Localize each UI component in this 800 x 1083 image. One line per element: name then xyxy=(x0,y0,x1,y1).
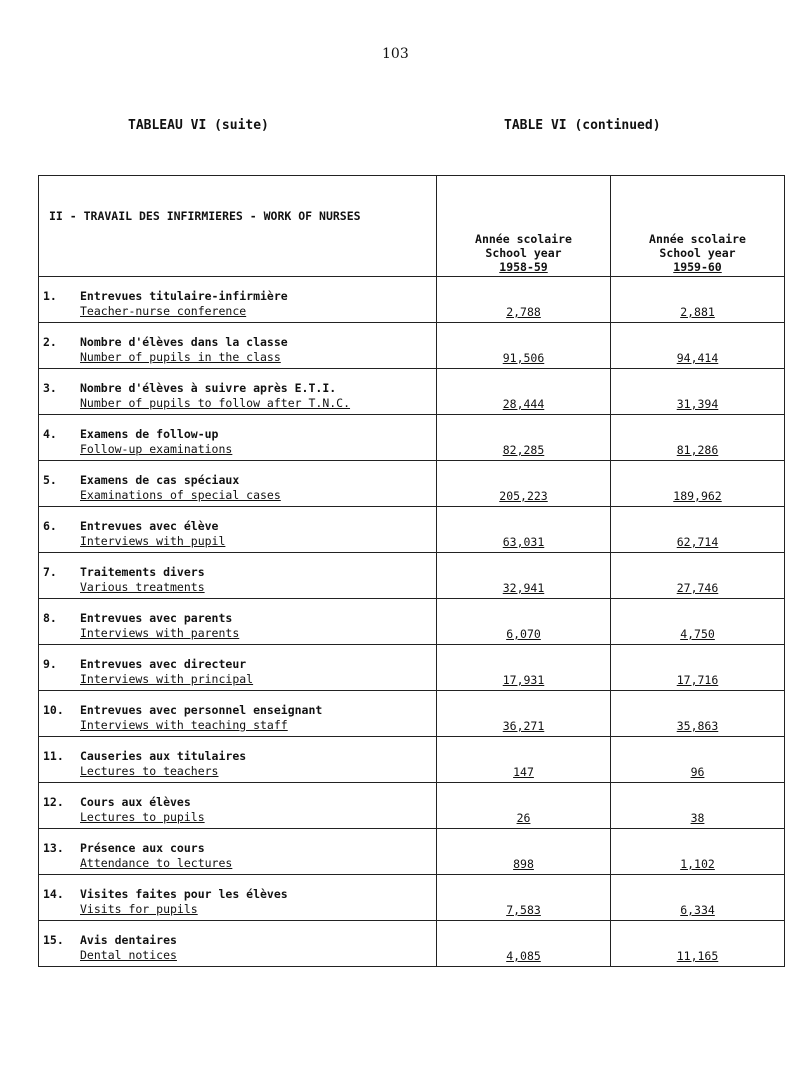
value-1959-60: 94,414 xyxy=(611,323,785,369)
year2-years: 1959-60 xyxy=(673,260,722,274)
table-row xyxy=(39,875,785,921)
item-number: 15. xyxy=(43,933,64,947)
item-label-english: Dental notices xyxy=(80,948,177,962)
item-number: 11. xyxy=(43,749,64,763)
item-label-english: Lectures to pupils xyxy=(80,810,205,824)
value-1958-59: 147 xyxy=(437,737,611,783)
item-label xyxy=(80,611,436,641)
item-cell xyxy=(39,461,437,507)
item-label-french: Avis dentaires xyxy=(80,933,177,947)
item-label-french: Examens de follow-up xyxy=(80,427,219,441)
year1-years: 1958-59 xyxy=(499,260,548,274)
item-label-english: Interviews with teaching staff xyxy=(80,718,288,732)
value-1959-60: 81,286 xyxy=(611,415,785,461)
item-label-french: Causeries aux titulaires xyxy=(80,749,247,763)
item-cell xyxy=(39,507,437,553)
item-cell xyxy=(39,645,437,691)
table-row xyxy=(39,277,785,323)
value-1958-59: 898 xyxy=(437,829,611,875)
value-1958-59: 63,031 xyxy=(437,507,611,553)
item-label-french: Examens de cas spéciaux xyxy=(80,473,240,487)
item-cell xyxy=(39,415,437,461)
item-label-french: Nombre d'élèves dans la classe xyxy=(80,335,288,349)
item-number: 2. xyxy=(43,335,57,349)
item-number: 7. xyxy=(43,565,57,579)
value-1959-60: 6,334 xyxy=(611,875,785,921)
item-number: 13. xyxy=(43,841,64,855)
item-label-english: Various treatments xyxy=(80,580,205,594)
item-label xyxy=(80,749,436,779)
table-row xyxy=(39,323,785,369)
item-cell xyxy=(39,737,437,783)
value-1959-60: 31,394 xyxy=(611,369,785,415)
year-1958-59-header xyxy=(437,176,611,277)
value-1958-59: 6,070 xyxy=(437,599,611,645)
value-1959-60: 2,881 xyxy=(611,277,785,323)
year1-en: School year xyxy=(485,246,562,260)
item-number: 1. xyxy=(43,289,57,303)
table-row xyxy=(39,415,785,461)
item-label-english: Attendance to lectures xyxy=(80,856,233,870)
table-row xyxy=(39,507,785,553)
item-label-english: Interviews with parents xyxy=(80,626,240,640)
table-body xyxy=(39,277,785,967)
item-cell xyxy=(39,783,437,829)
year2-en: School year xyxy=(659,246,736,260)
section-heading: II - TRAVAIL DES INFIRMIERES - WORK OF NURSES xyxy=(39,176,437,277)
item-cell xyxy=(39,553,437,599)
item-cell xyxy=(39,829,437,875)
item-cell xyxy=(39,921,437,967)
value-1958-59: 28,444 xyxy=(437,369,611,415)
item-label xyxy=(80,335,436,365)
table-header-row xyxy=(39,176,785,277)
item-label xyxy=(80,933,436,963)
item-label-french: Entrevues titulaire-infirmière xyxy=(80,289,288,303)
item-label-english: Number of pupils to follow after T.N.C. xyxy=(80,396,351,410)
item-label-english: Teacher-nurse conference xyxy=(80,304,247,318)
value-1958-59: 26 xyxy=(437,783,611,829)
item-cell xyxy=(39,323,437,369)
value-1959-60: 96 xyxy=(611,737,785,783)
value-1958-59: 82,285 xyxy=(437,415,611,461)
value-1959-60: 1,102 xyxy=(611,829,785,875)
table-row xyxy=(39,691,785,737)
value-1958-59: 91,506 xyxy=(437,323,611,369)
value-1959-60: 17,716 xyxy=(611,645,785,691)
value-1958-59: 36,271 xyxy=(437,691,611,737)
value-1959-60: 62,714 xyxy=(611,507,785,553)
value-1959-60: 27,746 xyxy=(611,553,785,599)
item-label xyxy=(80,841,436,871)
item-label xyxy=(80,795,436,825)
item-number: 12. xyxy=(43,795,64,809)
table-row xyxy=(39,461,785,507)
item-number: 8. xyxy=(43,611,57,625)
item-label xyxy=(80,565,436,595)
item-label xyxy=(80,887,436,917)
item-label xyxy=(80,381,436,411)
table-row xyxy=(39,921,785,967)
value-1959-60: 11,165 xyxy=(611,921,785,967)
item-label-french: Présence aux cours xyxy=(80,841,205,855)
table-row xyxy=(39,645,785,691)
table-row xyxy=(39,783,785,829)
table-row xyxy=(39,599,785,645)
item-label-french: Cours aux élèves xyxy=(80,795,191,809)
value-1959-60: 4,750 xyxy=(611,599,785,645)
item-label xyxy=(80,427,436,457)
item-label xyxy=(80,657,436,687)
item-label-english: Interviews with pupil xyxy=(80,534,226,548)
item-label-french: Nombre d'élèves à suivre après E.T.I. xyxy=(80,381,337,395)
item-number: 14. xyxy=(43,887,64,901)
item-label xyxy=(80,289,436,319)
item-number: 5. xyxy=(43,473,57,487)
item-label-french: Entrevues avec élève xyxy=(80,519,219,533)
value-1959-60: 38 xyxy=(611,783,785,829)
item-number: 6. xyxy=(43,519,57,533)
item-number: 4. xyxy=(43,427,57,441)
item-label xyxy=(80,519,436,549)
item-label-french: Entrevues avec personnel enseignant xyxy=(80,703,323,717)
item-cell xyxy=(39,277,437,323)
item-cell xyxy=(39,875,437,921)
table-row xyxy=(39,553,785,599)
item-label-english: Interviews with principal xyxy=(80,672,254,686)
item-label-english: Lectures to teachers xyxy=(80,764,219,778)
item-label-french: Entrevues avec directeur xyxy=(80,657,247,671)
page-number: 103 xyxy=(382,46,409,62)
table-row xyxy=(39,737,785,783)
value-1958-59: 7,583 xyxy=(437,875,611,921)
year-1959-60-header xyxy=(611,176,785,277)
item-cell xyxy=(39,691,437,737)
item-label-english: Visits for pupils xyxy=(80,902,198,916)
item-label-french: Entrevues avec parents xyxy=(80,611,233,625)
nurses-work-table xyxy=(38,175,785,967)
table-row xyxy=(39,829,785,875)
table-row xyxy=(39,369,785,415)
year1-fr: Année scolaire xyxy=(475,232,572,246)
value-1958-59: 4,085 xyxy=(437,921,611,967)
value-1958-59: 205,223 xyxy=(437,461,611,507)
item-number: 9. xyxy=(43,657,57,671)
item-label-english: Examinations of special cases xyxy=(80,488,281,502)
item-label-english: Follow-up examinations xyxy=(80,442,233,456)
item-number: 3. xyxy=(43,381,57,395)
value-1959-60: 189,962 xyxy=(611,461,785,507)
value-1958-59: 17,931 xyxy=(437,645,611,691)
item-label-french: Visites faites pour les élèves xyxy=(80,887,288,901)
item-label xyxy=(80,473,436,503)
item-label-french: Traitements divers xyxy=(80,565,205,579)
table-title-english: TABLE VI (continued) xyxy=(504,118,661,133)
item-label xyxy=(80,703,436,733)
table-title-french: TABLEAU VI (suite) xyxy=(128,118,269,133)
value-1959-60: 35,863 xyxy=(611,691,785,737)
item-label-english: Number of pupils in the class xyxy=(80,350,281,364)
value-1958-59: 32,941 xyxy=(437,553,611,599)
year2-fr: Année scolaire xyxy=(649,232,746,246)
item-number: 10. xyxy=(43,703,64,717)
item-cell xyxy=(39,369,437,415)
item-cell xyxy=(39,599,437,645)
value-1958-59: 2,788 xyxy=(437,277,611,323)
